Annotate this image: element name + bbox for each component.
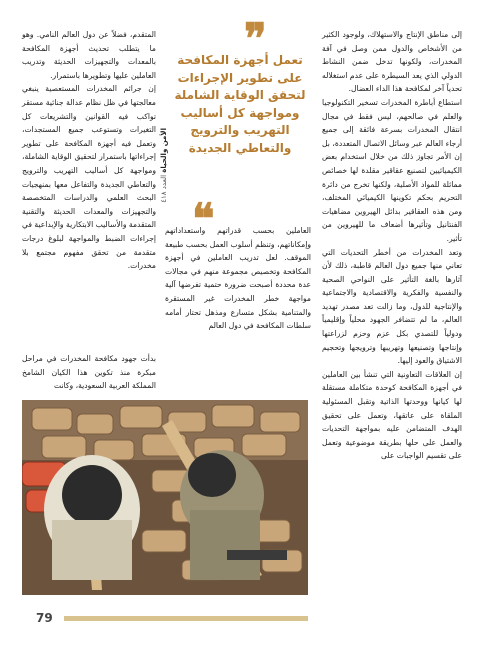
page-number: 79 <box>36 611 53 625</box>
paragraph: بدأت جهود مكافحة المخدرات في مراحل مبكرة منذ تكوين هذا الكيان الشامخ المملكة العربية السعودية، وكانت <box>22 354 156 391</box>
seized-drugs-photo <box>22 400 308 595</box>
pull-quote: تعمل أجهزة المكافحة على تطوير الإجراءات لتحقق الوقاية الشاملة ومواجهة كل أساليب التهريب والترويج والتعاطي الجديدة <box>174 53 306 155</box>
article-column-left <box>22 28 156 273</box>
paragraph: إن العلاقات التعاونية التي تنشأ بين العاملين في أجهزة المكافحة كوحدة متكاملة مستقلة لها كيانها ووحدتها الذاتية وتقبل المسئولية الملقاة على عاتقها، وتعمل على تحقيق الهدف المتضامن عليه بمواجهة التحديات والعمل على حلها بطريقة موضوعية وتعمل على تقسيم الواجبات على <box>322 369 462 461</box>
paragraph: وتعد المخدرات من أخطر التحديات التي تعاني منها جميع دول العالم قاطبة، ذلك لأن آثارها بالغة التأثير على النواحي الصحية والنفسية والفكرية والاقتصادية والاجتماعية والإنتاجية للدول، وما زالت تعد مصدر تهديد العالم، ما لم تتضافر الجهود محلياً وإقليمياً ودولياً للتصدي بكل عزم وحزم لزراعتها وإنتاجها وتصنيعها وتهريبها وترويجها وتحجيم الاشتياق والعود إليها. <box>322 247 462 366</box>
quote-open-mark: ❞ <box>244 14 267 63</box>
paragraph: إن جرائم المخدرات المستعصية ينبغي معالجتها في ظل نظام عدالة جنائية مستقر تواكب فيه القوانين والتشريعات كل التغيرات وتستوعب جميع المستجدات، وتعمل فيه أجهزة المكافحة على تطوير إجراءاتها باستمرار لتحقيق الوقاية الشاملة، ومواجهة كل أساليب التهريب والترويج والتعاطي الجديدة والتفاعل معها بمنهجيات البحث العلمي والدراسات المتخصصة والتجهيزات والمعدات الحديثة والتقنية المتقدمة والأساليب الابتكارية والإبداعية في إجراءات الضبط والمواجهة لبلوغ درجات متقدمة من تحقق مفهوم مجتمع بلا مخدرات. <box>22 84 156 271</box>
paragraph: إلى مناطق الإنتاج والاستهلاك، ولوجود الكثير من الأشخاص والدول ممن وصل في آفة المخدرات، ولكونها تدخل ضمن النشاط الدولي الذي يعد السيطرة على عدم استغلاله تحدياً آخر لمكافحة هذا الداء العضال. <box>322 30 462 94</box>
article-column-middle <box>165 224 311 333</box>
photo-illustration <box>22 400 308 595</box>
quote-close-mark: ❝ <box>192 194 215 243</box>
magazine-title: الأمن والحياة <box>160 128 168 173</box>
paragraph: استطاع أباطرة المخدرات تسخير التكنولوجيا والعلم في صالحهم، ليس فقط في مجال انتقال المخدرات بسرعة فائقة إلى جميع أرجاء العالم عبر وسائل الاتصال المتعددة، بل إن الأمر تجاوز ذلك من خلال استخدام بعض الكيميائيين لتصنيع عقاقير مقلدة لها خصائص مماثلة للمواد الأصلية، ولكنها تخرج من دائرة التحريم بحكم تكوينها الكيميائي المختلف، ومن هذه العقاقير بدائل الهيروين مضاهيات الفنتانيل وتأثيرها أضعاف ما للهيروين من تأثير. <box>322 97 462 243</box>
issue-number: العدد ٤١٨ <box>160 174 168 203</box>
magazine-side-label <box>160 128 174 203</box>
article-column-left-lower <box>22 352 156 393</box>
paragraph: المتقدم، فضلاً عن دول العالم النامي. وهو ما يتطلب تحديث أجهزة المكافحة بالمعدات والتجهيزات الحديثة وتدريب العاملين عليها وتطويرها باستمرار. <box>22 30 156 80</box>
article-column-right <box>322 28 462 463</box>
paragraph: العاملين بحسب قدراتهم واستعداداتهم وإمكاناتهم، وتنظم أسلوب العمل بحسب طبيعة الموقف. لعل تدريب العاملين في أجهزة المكافحة وتخصيص مجموعة منهم في مجالات عدة محددة أصبحت ضرورة حتمية تفرضها آلية مواجهة خطر المخدرات غير المستقرة والمتنامية بشكل متسارع ومذهل تحتار أمامه سلطات المكافحة في دول العالم <box>165 226 311 331</box>
footer-bar <box>64 616 308 621</box>
